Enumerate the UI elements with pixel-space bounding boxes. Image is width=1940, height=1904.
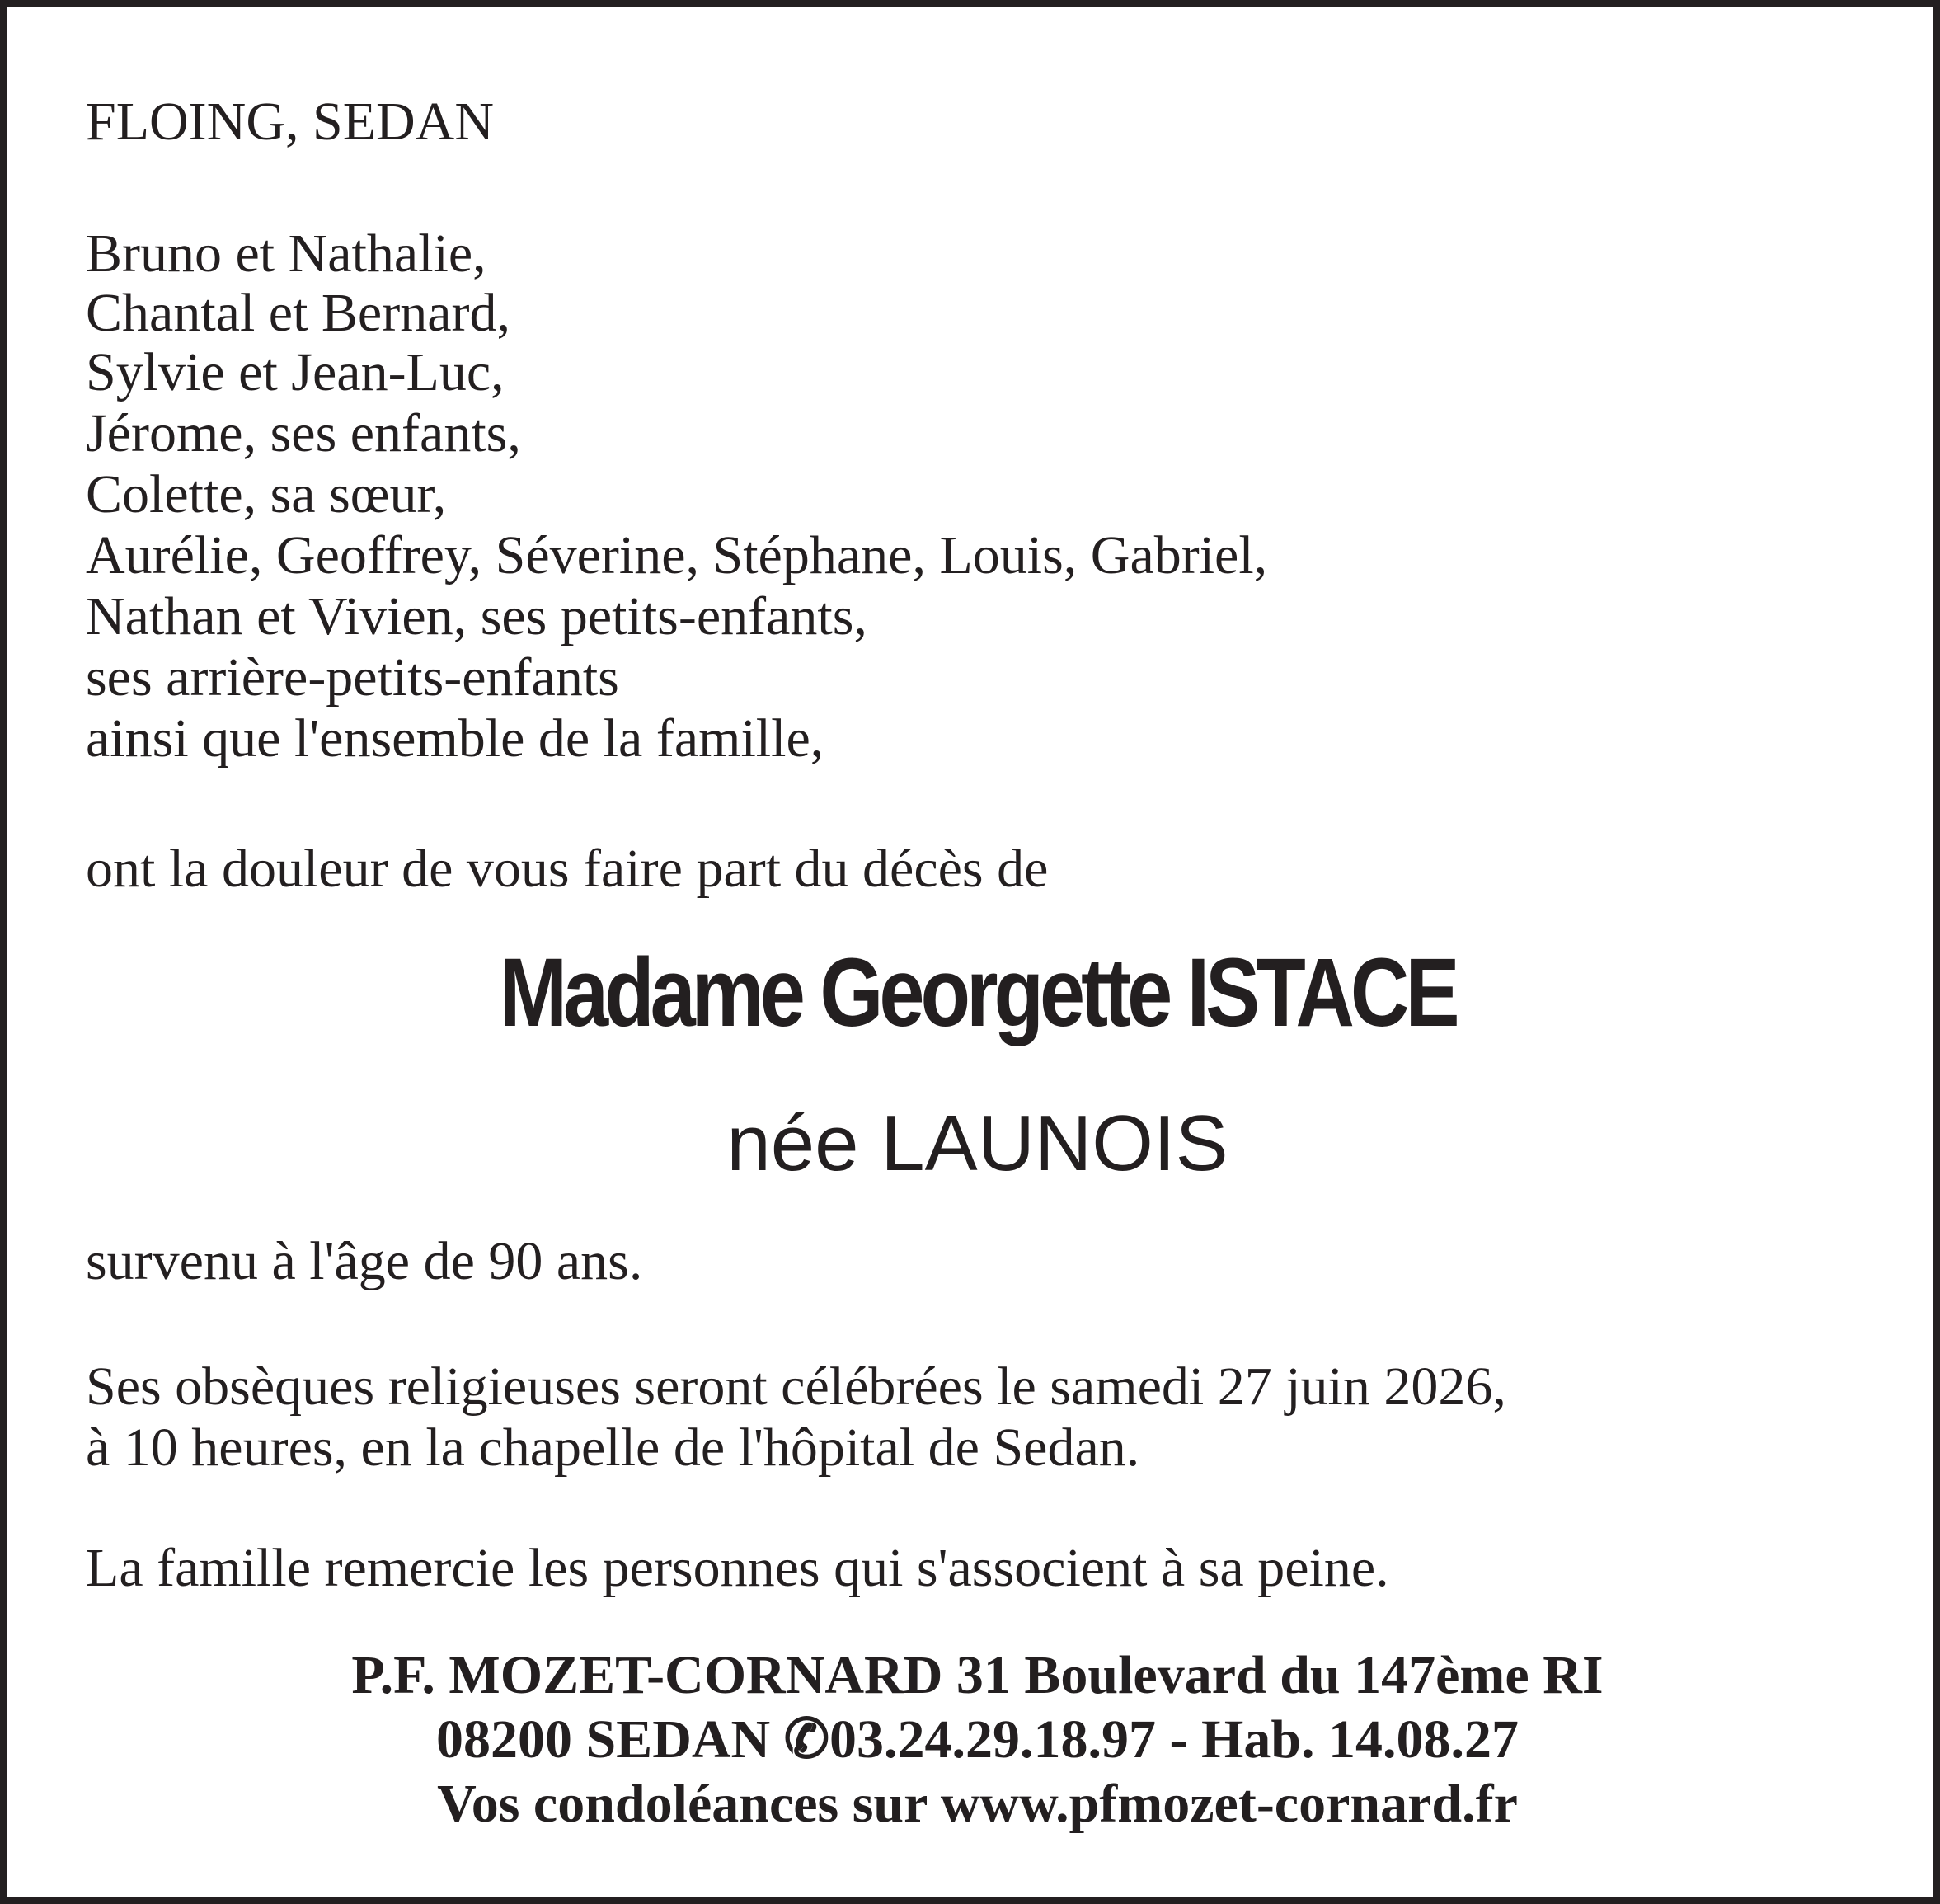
family-line: Chantal et Bernard,: [86, 283, 510, 343]
announcement: ont la douleur de vous faire part du décès de: [86, 839, 1049, 899]
family-line: Sylvie et Jean-Luc,: [86, 342, 505, 402]
deceased-maiden-name: née LAUNOIS: [726, 1099, 1228, 1187]
thanks-line: La famille remercie les personnes qui s'associent à sa peine.: [86, 1538, 1389, 1598]
deceased-name: Madame Georgette ISTACE: [499, 938, 1456, 1047]
family-line: Jérome, ses enfants,: [86, 403, 521, 463]
funeral-home-website: Vos condoléances sur www.pfmozet-cornard.fr: [437, 1774, 1518, 1834]
funeral-home-phone: 03.24.29.18.97 - Hab. 14.08.27: [829, 1709, 1520, 1770]
funeral-home-contact: [7, 1709, 1940, 1770]
family-line: Colette, sa sœur,: [86, 464, 447, 524]
family-line: Aurélie, Geoffrey, Séverine, Stéphane, Louis, Gabriel,: [86, 525, 1268, 585]
funeral-home-address: P.F. MOZET-CORNARD 31 Boulevard du 147ème RI: [351, 1645, 1604, 1705]
family-line: Nathan et Vivien, ses petits-enfants,: [86, 586, 867, 646]
family-line: ses arrière-petits-enfants: [86, 647, 619, 708]
family-line: ainsi que l'ensemble de la famille,: [86, 708, 824, 769]
phone-icon: ✆: [783, 1709, 829, 1770]
family-line: Bruno et Nathalie,: [86, 223, 486, 284]
location: FLOING, SEDAN: [86, 92, 494, 152]
funeral-home-city: 08200 SEDAN: [435, 1709, 771, 1770]
age-line: survenu à l'âge de 90 ans.: [86, 1231, 643, 1291]
funeral-line: à 10 heures, en la chapelle de l'hôpital de Sedan.: [86, 1417, 1140, 1478]
funeral-line: Ses obsèques religieuses seront célébrées le samedi 27 juin 2026,: [86, 1356, 1506, 1417]
